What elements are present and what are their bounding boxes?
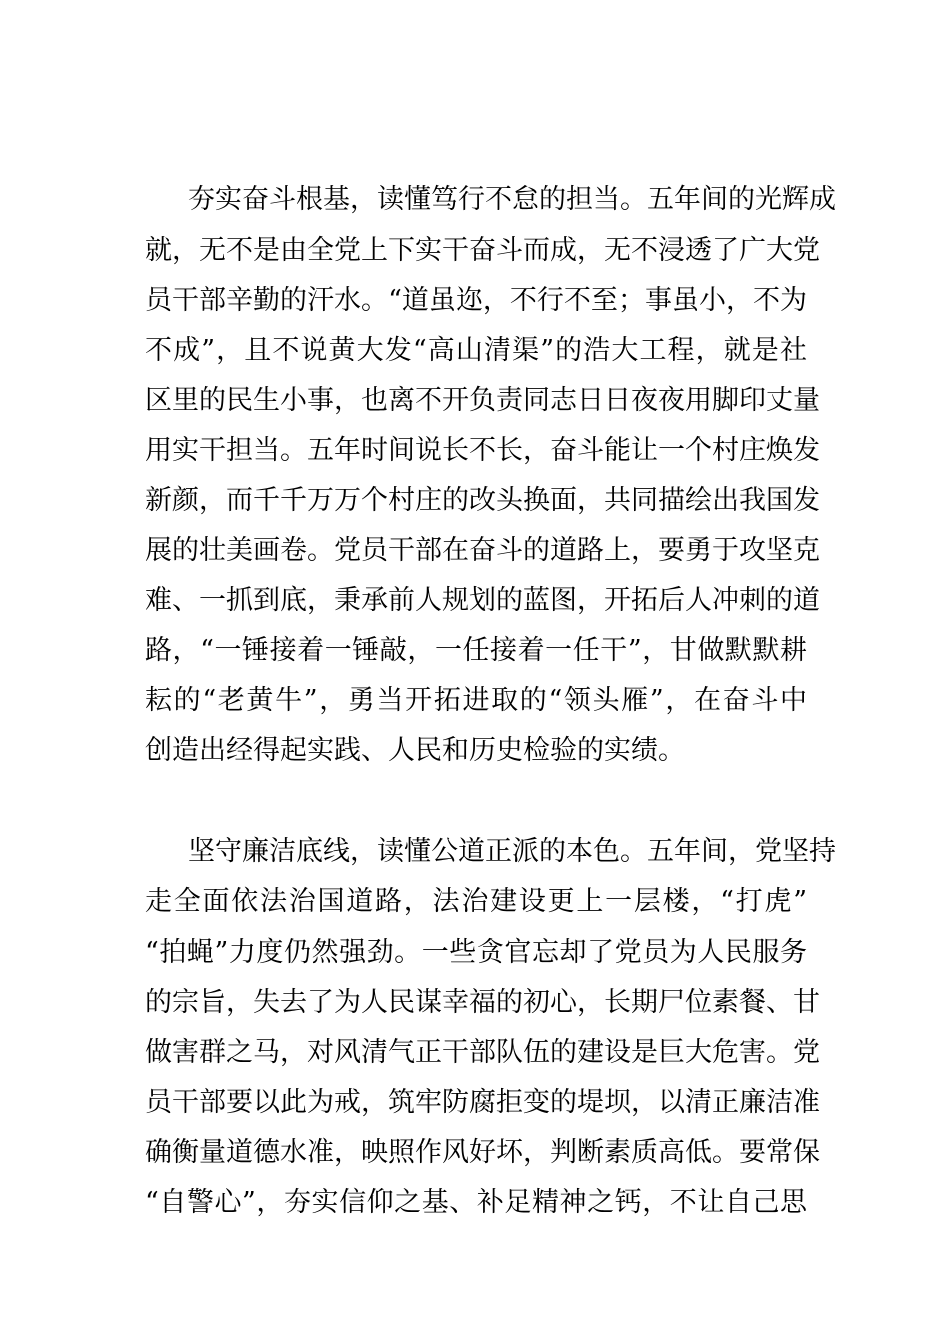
paragraph-line: 坚守廉洁底线，读懂公道正派的本色。五年间，党坚持	[188, 836, 836, 867]
paragraph-line: 夯实奋斗根基，读懂笃行不怠的担当。五年间的光辉成	[188, 184, 836, 215]
paragraph-line: 展的壮美画卷。党员干部在奋斗的道路上，要勇于攻坚克	[145, 535, 820, 566]
paragraph-line: 走全面依法治国道路，法治建设更上一层楼，“打虎”	[145, 886, 807, 917]
paragraph-line: 就，无不是由全党上下实干奋斗而成，无不浸透了广大党	[145, 235, 820, 266]
paragraph-line: 确衡量道德水准，映照作风好坏，判断素质高低。要常保	[145, 1137, 820, 1168]
paragraph-line: 的宗旨，失去了为人民谋幸福的初心，长期尸位素餐、甘	[145, 987, 820, 1018]
paragraph-line: “拍蝇”力度仍然强劲。一些贪官忘却了党员为人民服务	[145, 937, 807, 968]
paragraph-line: 难、一抓到底，秉承前人规划的蓝图，开拓后人冲刺的道	[145, 585, 820, 616]
paragraph-line: 做害群之马，对风清气正干部队伍的建设是巨大危害。党	[145, 1037, 820, 1068]
paragraph-line: 员干部要以此为戒，筑牢防腐拒变的堤坝，以清正廉洁准	[145, 1087, 820, 1118]
paragraph-line: 新颜，而千千万万个村庄的改头换面，共同描绘出我国发	[145, 485, 820, 516]
paragraph-line: 用实干担当。五年时间说长不长，奋斗能让一个村庄焕发	[145, 435, 820, 466]
paragraph-line: 耘的“老黄牛”，勇当开拓进取的“领头雁”，在奋斗中	[145, 685, 807, 716]
paragraph-line: 路，“一锤接着一锤敲，一任接着一任干”，甘做默默耕	[145, 635, 807, 666]
paragraph-line: 创造出经得起实践、人民和历史检验的实绩。	[145, 735, 685, 766]
paragraph-line: 区里的民生小事，也离不开负责同志日日夜夜用脚印丈量	[145, 385, 820, 416]
paragraph-line: “自警心”，夯实信仰之基、补足精神之钙，不让自己思	[145, 1187, 807, 1218]
paragraph-line: 员干部辛勤的汗水。“道虽迩，不行不至；事虽小，不为	[145, 285, 807, 316]
paragraph-line: 不成”，且不说黄大发“高山清渠”的浩大工程，就是社	[145, 335, 807, 366]
